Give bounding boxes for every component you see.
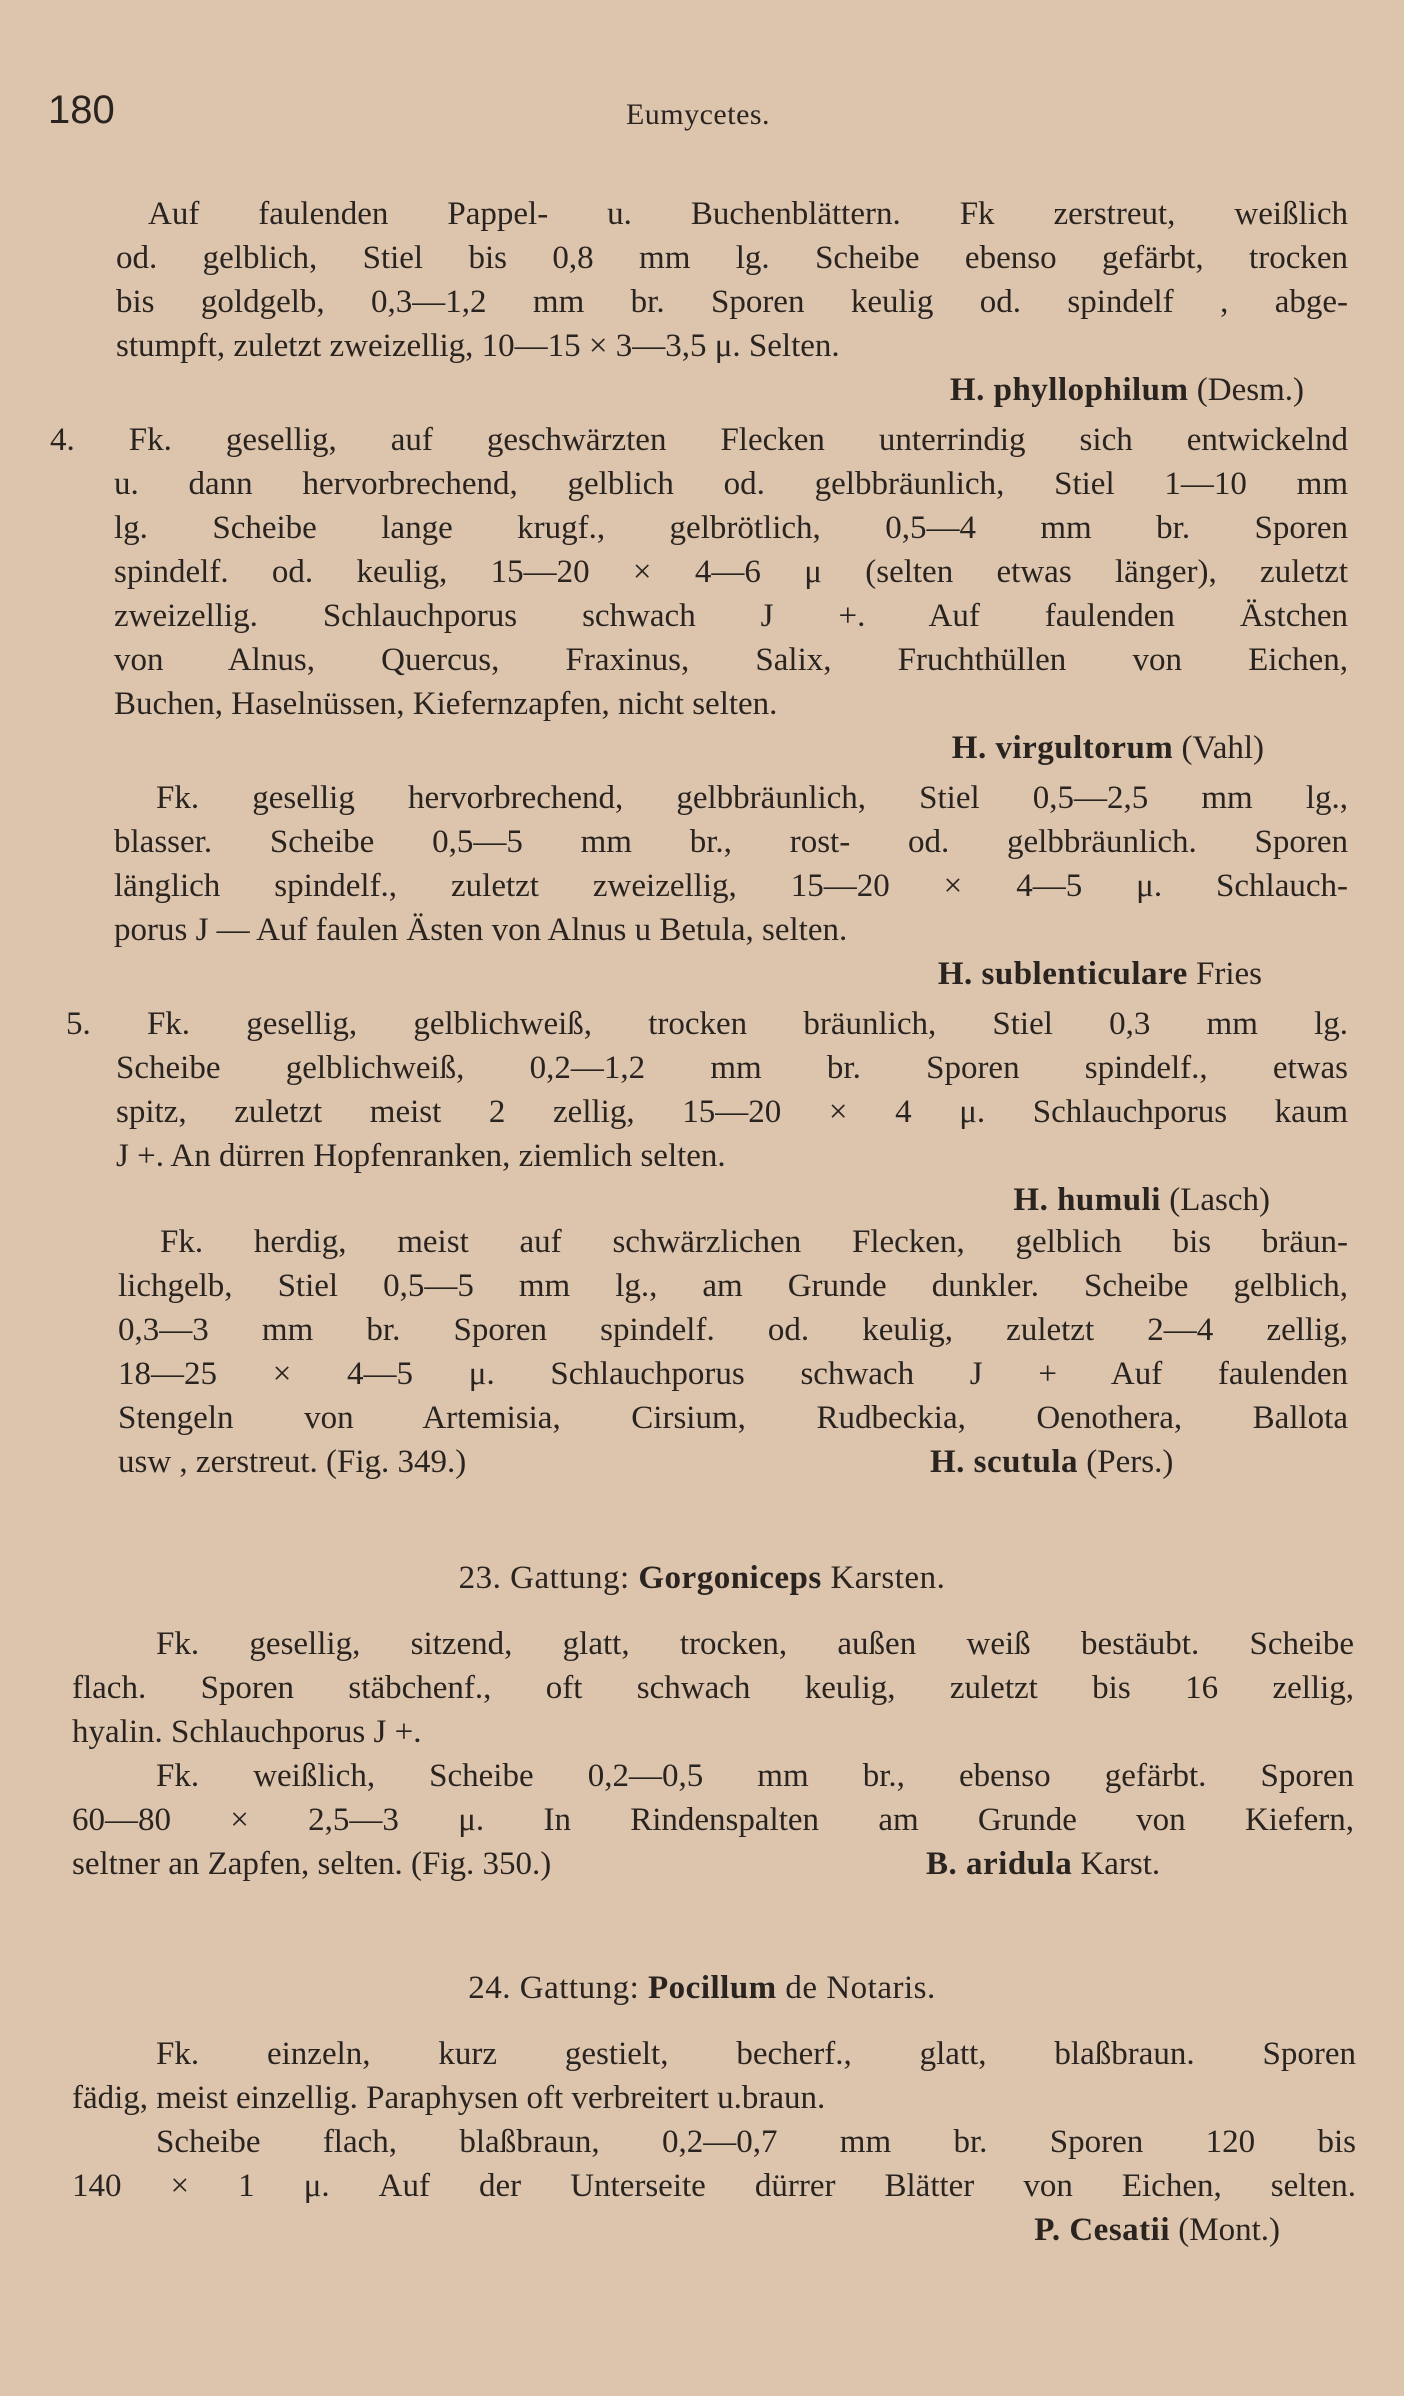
text-line: 0,3—3 mm br. Sporen spindelf. od. keulig, zuletzt 2—4 zellig, [118, 1312, 1348, 1348]
text-line: 60—80 × 2,5—3 μ. In Rindenspalten am Grunde von Kiefern, [72, 1802, 1354, 1838]
genus-heading: 23. Gattung: Gorgoniceps Karsten. [458, 1560, 946, 1596]
text-line: 5. Fk. gesellig, gelblichweiß, trocken bräunlich, Stiel 0,3 mm lg. [66, 1006, 1348, 1042]
species-name: H. humuli (Lasch) [1013, 1182, 1270, 1218]
text-line: seltner an Zapfen, selten. (Fig. 350.) [72, 1846, 552, 1882]
species-name: H. virgultorum (Vahl) [951, 730, 1264, 766]
page-header [48, 88, 1348, 138]
text-line: Fk. gesellig hervorbrechend, gelbbräunlich, Stiel 0,5—2,5 mm lg., [156, 780, 1348, 816]
species-name: H. sublenticulare Fries [937, 956, 1262, 992]
text-line: Fk. herdig, meist auf schwärzlichen Flecken, gelblich bis bräun- [160, 1224, 1348, 1260]
text-line: Scheibe flach, blaßbraun, 0,2—0,7 mm br. Sporen 120 bis [156, 2124, 1356, 2160]
text-line: spindelf. od. keulig, 15—20 × 4—6 μ (selten etwas länger), zuletzt [114, 554, 1348, 590]
text-line: spitz, zuletzt meist 2 zellig, 15—20 × 4 μ. Schlauchporus kaum [116, 1094, 1348, 1130]
text-line: lg. Scheibe lange krugf., gelbrötlich, 0,5—4 mm br. Sporen [114, 510, 1348, 546]
running-head: Eumycetes. [625, 98, 771, 131]
text-line: J +. An dürren Hopfenranken, ziemlich selten. [116, 1138, 726, 1174]
text-line: fädig, meist einzellig. Paraphysen oft verbreitert u.braun. [72, 2080, 826, 2116]
text-line: hyalin. Schlauchporus J +. [72, 1714, 422, 1750]
page-number: 180 [48, 88, 115, 132]
text-line: Buchen, Haselnüssen, Kiefernzapfen, nicht selten. [114, 686, 778, 722]
text-line: bis goldgelb, 0,3—1,2 mm br. Sporen keulig od. spindelf , abge- [116, 284, 1348, 320]
species-name: B. aridula Karst. [926, 1846, 1161, 1882]
text-line: blasser. Scheibe 0,5—5 mm br., rost- od. gelbbräunlich. Sporen [114, 824, 1348, 860]
text-line: Fk. gesellig, sitzend, glatt, trocken, außen weiß bestäubt. Scheibe [156, 1626, 1354, 1662]
genus-heading: 24. Gattung: Pocillum de Notaris. [468, 1970, 936, 2006]
text-line: stumpft, zuletzt zweizellig, 10—15 × 3—3,5 μ. Selten. [116, 328, 840, 364]
text-line: Stengeln von Artemisia, Cirsium, Rudbeckia, Oenothera, Ballota [118, 1400, 1348, 1436]
text-line: von Alnus, Quercus, Fraxinus, Salix, Fruchthüllen von Eichen, [114, 642, 1348, 678]
text-line: zweizellig. Schlauchporus schwach J +. Auf faulenden Ästchen [114, 598, 1348, 634]
text-line: länglich spindelf., zuletzt zweizellig, 15—20 × 4—5 μ. Schlauch- [114, 868, 1348, 904]
text-line: Auf faulenden Pappel- u. Buchenblättern. Fk zerstreut, weißlich [148, 196, 1348, 232]
text-line: u. dann hervorbrechend, gelblich od. gelbbräunlich, Stiel 1—10 mm [114, 466, 1348, 502]
text-line: 140 × 1 μ. Auf der Unterseite dürrer Blätter von Eichen, selten. [72, 2168, 1356, 2204]
text-line: Fk. weißlich, Scheibe 0,2—0,5 mm br., ebenso gefärbt. Sporen [156, 1758, 1354, 1794]
text-line: od. gelblich, Stiel bis 0,8 mm lg. Scheibe ebenso gefärbt, trocken [116, 240, 1348, 276]
species-name: H. phyllophilum (Desm.) [949, 372, 1304, 408]
text-line: Scheibe gelblichweiß, 0,2—1,2 mm br. Sporen spindelf., etwas [116, 1050, 1348, 1086]
text-line: porus J — Auf faulen Ästen von Alnus u Betula, selten. [114, 912, 848, 948]
text-line: usw , zerstreut. (Fig. 349.) [118, 1444, 467, 1480]
text-line: 4. Fk. gesellig, auf geschwärzten Flecken unterrindig sich entwickelnd [50, 422, 1348, 458]
text-line: 18—25 × 4—5 μ. Schlauchporus schwach J + Auf faulenden [118, 1356, 1348, 1392]
text-line: lichgelb, Stiel 0,5—5 mm lg., am Grunde dunkler. Scheibe gelblich, [118, 1268, 1348, 1304]
text-line: flach. Sporen stäbchenf., oft schwach keulig, zuletzt bis 16 zellig, [72, 1670, 1354, 1706]
text-line: Fk. einzeln, kurz gestielt, becherf., glatt, blaßbraun. Sporen [156, 2036, 1356, 2072]
species-name: H. scutula (Pers.) [930, 1444, 1174, 1480]
species-name: P. Cesatii (Mont.) [1034, 2212, 1280, 2248]
